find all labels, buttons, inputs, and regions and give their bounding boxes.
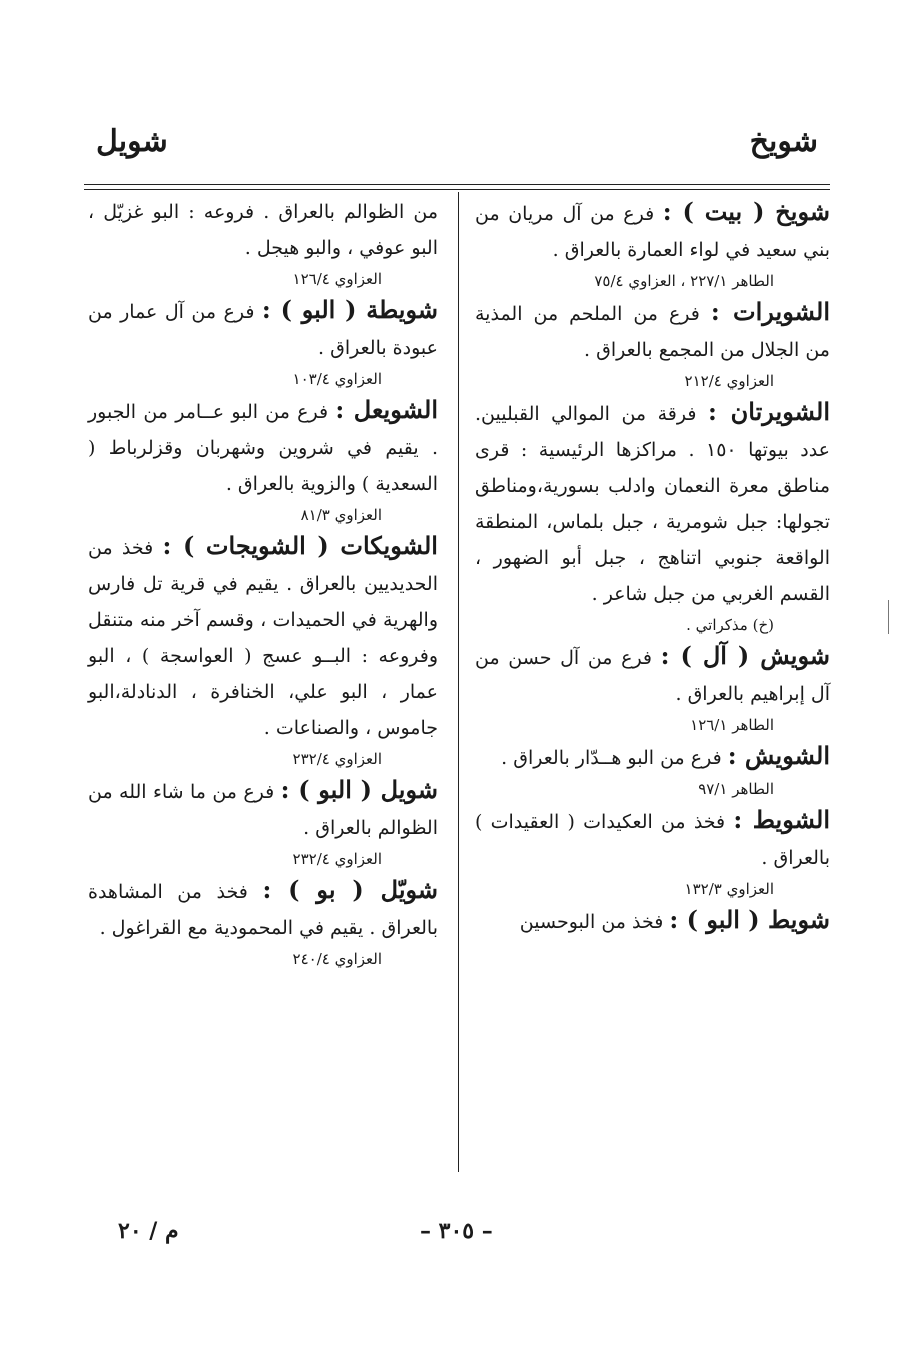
entry-text: فخذ من العكيدات ( العقيدات ) بالعراق . bbox=[475, 811, 830, 869]
entry-al-shuwayratan bbox=[475, 394, 830, 638]
entry-al-shuwaykat bbox=[88, 528, 438, 772]
entry-shuwayl-albu bbox=[88, 772, 438, 872]
entry-text: فرع من ما شاء الله من الظوالم بالعراق . bbox=[88, 781, 438, 839]
entry-source: (خ) مذكراتي . bbox=[686, 616, 774, 634]
entry-source: الطاهر ٢٢٧/١ ، العزاوي ٧٥/٤ bbox=[594, 272, 774, 290]
entry-heading: شويخ ( بيت ) : bbox=[662, 197, 830, 226]
entry-heading: شويل ( البو ) : bbox=[280, 775, 438, 804]
entry-al-shuwayt bbox=[475, 802, 830, 902]
entry-heading: شويطة ( البو ) : bbox=[261, 295, 438, 324]
running-header-left: شويل bbox=[96, 124, 168, 159]
entry-al-shuwayil bbox=[88, 392, 438, 528]
entry-source: العزاوي ١٢٦/٤ bbox=[292, 270, 382, 288]
entry-shuwaykh-bayt bbox=[475, 194, 830, 294]
entry-text: فرع من آل عمار من عبودة بالعراق . bbox=[88, 301, 438, 359]
entry-al-shuwayrat bbox=[475, 294, 830, 394]
entry-text: فرع من الملحم من المذية من الجلال من المجمع بالعراق . bbox=[475, 303, 830, 361]
entry-heading: شويش ( آل ) : bbox=[660, 641, 830, 670]
left-column bbox=[88, 194, 438, 972]
entry-source: العزاوي ١٣٢/٣ bbox=[684, 880, 774, 898]
header-rule-bottom bbox=[84, 189, 830, 190]
entry-continuation bbox=[88, 194, 438, 292]
entry-source: العزاوي ٢٣٢/٤ bbox=[292, 750, 382, 768]
running-header-right: شويخ bbox=[749, 124, 818, 159]
entry-heading: الشويرتان : bbox=[707, 397, 830, 426]
entry-text: فرع من آل مريان من بني سعيد في لواء العمارة بالعراق . bbox=[475, 203, 830, 261]
entry-text: فرع من البو هــدّار بالعراق . bbox=[501, 747, 722, 769]
entry-heading: الشويط : bbox=[733, 805, 830, 834]
entry-source: العزاوي ٢٤٠/٤ bbox=[292, 950, 382, 968]
entry-shuwaysh-al bbox=[475, 638, 830, 738]
entry-text: فرع من البو عــامر من الجبور . يقيم في شروين وشهربان وقزلرباط ( السعدية ) والزوية بالعراق . bbox=[88, 401, 438, 495]
page-number: – ٣٠٥ – bbox=[420, 1218, 493, 1244]
entry-heading: شويّل ( بو ) : bbox=[262, 875, 439, 904]
margin-mark bbox=[888, 600, 889, 634]
entry-shuwayta-albu bbox=[88, 292, 438, 392]
entry-source: العزاوي ٨١/٣ bbox=[300, 506, 382, 524]
entry-source: العزاوي ٢٣٢/٤ bbox=[292, 850, 382, 868]
entry-text: فرقة من الموالي القبليين. عدد بيوتها ١٥٠ . مراكزها الرئيسية : قرى مناطق معرة النعمان وادلب بسورية،ومناطق تجولها: جبل شومرية ، جبل بلماس، المنطقة الواقعة جنوبي اتناهج ، جبل أبو الضهور ، القسم الغربي من جبل شاعر . bbox=[475, 403, 831, 605]
entry-source: الطاهر ١٢٦/١ bbox=[690, 716, 774, 734]
entry-source: العزاوي ٢١٢/٤ bbox=[684, 372, 774, 390]
entry-text: فخذ من الحديديين بالعراق . يقيم في قرية تل فارس والهرية في الحميدات ، وقسم آخر منه متنقل وفروعه : البــو عسج ( العواسجة ) ، البو عمار ، البو علي، الخنافرة ، الدنادلة،البو جاموس ، والصناعات . bbox=[88, 537, 438, 739]
entry-heading: الشويكات ( الشويجات ) : bbox=[162, 531, 438, 560]
entry-heading: الشويرات : bbox=[710, 297, 830, 326]
entry-text: من الظوالم بالعراق . فروعه : البو غزيّل ، البو عوفي ، والبو هيجل . bbox=[88, 201, 438, 259]
signature-mark: م / ٢٠ bbox=[118, 1218, 179, 1244]
entry-text: فخذ من البوحسين bbox=[519, 911, 664, 933]
entry-text: فرع من آل حسن من آل إبراهيم بالعراق . bbox=[475, 647, 830, 705]
entry-al-shuwaysh bbox=[475, 738, 830, 802]
entry-heading: الشويعل : bbox=[335, 395, 438, 424]
entry-heading: شويط ( البو ) : bbox=[669, 905, 830, 934]
header-rule-top bbox=[84, 184, 830, 185]
right-column bbox=[475, 194, 830, 940]
entry-heading: الشويش : bbox=[727, 741, 830, 770]
entry-shuwayyil-bu bbox=[88, 872, 438, 972]
entry-text: فخذ من المشاهدة بالعراق . يقيم في المحمودية مع القراغول . bbox=[88, 881, 438, 939]
entry-shuwayt-albu bbox=[475, 902, 830, 940]
entry-source: العزاوي ١٠٣/٤ bbox=[292, 370, 382, 388]
column-divider bbox=[458, 192, 459, 1172]
entry-source: الطاهر ٩٧/١ bbox=[698, 780, 774, 798]
